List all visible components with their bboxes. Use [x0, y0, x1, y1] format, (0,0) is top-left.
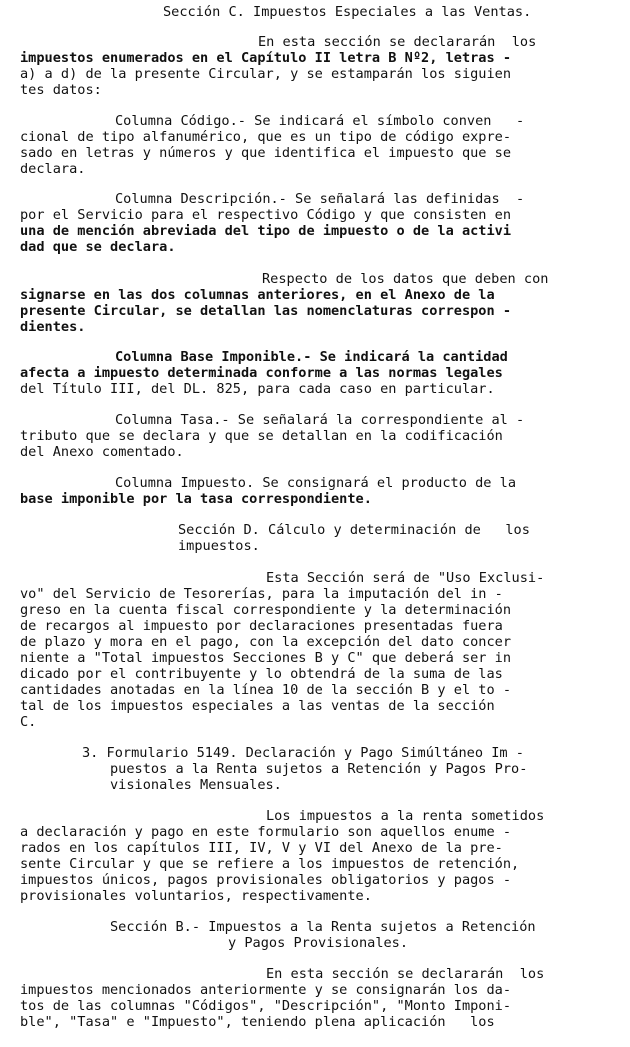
text-line: Respecto de los datos que deben con — [262, 271, 549, 287]
text-line: ble", "Tasa" e "Impuesto", teniendo plena aplicación los — [20, 1014, 495, 1030]
text-line: Columna Tasa.- Se señalará la correspondiente al - — [115, 412, 525, 428]
text-line: Columna Código.- Se indicará el símbolo conven - — [115, 113, 525, 129]
text-line: niente a "Total impuestos Secciones B y C" que deberá ser in — [20, 650, 512, 666]
text-line: Columna Base Imponible.- Se indicará la cantidad — [115, 349, 508, 365]
text-line: sado en letras y números y que identifica el impuesto que se — [20, 145, 512, 161]
text-line: Columna Descripción.- Se señalará las definidas - — [115, 191, 525, 207]
section-b-heading: Sección B.- Impuestos a la Renta sujetos a Retención — [110, 919, 536, 935]
text-line: impuestos únicos, pagos provisionales obligatorios y pagos - — [20, 872, 512, 888]
section-d-heading: Sección D. Cálculo y determinación de los — [178, 522, 530, 538]
text-line: dicado por el contribuyente y lo obtendrá de la suma de las — [20, 666, 503, 682]
section-d-heading-cont: impuestos. — [178, 538, 260, 554]
text-line: greso en la cuenta fiscal correspondiente y la determinación — [20, 602, 512, 618]
text-line: cional de tipo alfanumérico, que es un tipo de código expre- — [20, 129, 512, 145]
text-line: C. — [20, 714, 37, 730]
text-line: tributo que se declara y que se detallan en la codificación — [20, 428, 503, 444]
text-line: Los impuestos a la renta sometidos — [266, 808, 545, 824]
text-line: declara. — [20, 161, 86, 177]
text-line: tos de las columnas "Códigos", "Descripción", "Monto Imponi- — [20, 998, 512, 1014]
text-line: dientes. — [20, 319, 86, 335]
text-line: En esta sección se declararán los — [258, 34, 537, 50]
text-line: Esta Sección será de "Uso Exclusi- — [266, 570, 545, 586]
text-line: de plazo y mora en el pago, con la excepción del dato concer — [20, 634, 512, 650]
text-line: signarse en las dos columnas anteriores, en el Anexo de la — [20, 287, 495, 303]
text-line: puestos a la Renta sujetos a Retención y Pagos Pro- — [110, 761, 528, 777]
formulario-5149-heading: 3. Formulario 5149. Declaración y Pago Simúltáneo Im - — [82, 745, 524, 761]
section-b-heading-cont: y Pagos Provisionales. — [228, 935, 409, 951]
text-line: impuestos mencionados anteriormente y se consignarán los da- — [20, 982, 512, 998]
text-line: Columna Impuesto. Se consignará el producto de la — [115, 475, 517, 491]
text-line: del Título III, del DL. 825, para cada caso en particular. — [20, 381, 495, 397]
text-line: afecta a impuesto determinada conforme a las normas legales — [20, 365, 503, 381]
text-line: rados en los capítulos III, IV, V y VI del Anexo de la pre- — [20, 840, 503, 856]
text-line: tal de los impuestos especiales a las ventas de la sección — [20, 698, 495, 714]
text-line: dad que se declara. — [20, 239, 176, 255]
text-line: a declaración y pago en este formulario son aquellos enume - — [20, 824, 512, 840]
text-line: del Anexo comentado. — [20, 444, 184, 460]
text-line: vo" del Servicio de Tesorerías, para la imputación del in - — [20, 586, 503, 602]
text-line: base imponible por la tasa correspondiente. — [20, 491, 372, 507]
text-line: a) a d) de la presente Circular, y se estamparán los siguien — [20, 66, 512, 82]
text-line: En esta sección se declararán los — [266, 966, 545, 982]
text-line: visionales Mensuales. — [110, 777, 282, 793]
text-line: impuestos enumerados en el Capítulo II letra B Nº2, letras - — [20, 50, 512, 66]
text-line: una de mención abreviada del tipo de impuesto o de la activi — [20, 223, 512, 239]
text-line: sente Circular y que se refiere a los impuestos de retención, — [20, 856, 520, 872]
text-line: de recargos al impuesto por declaraciones presentadas fuera — [20, 618, 503, 634]
section-c-heading: Sección C. Impuestos Especiales a las Ventas. — [163, 4, 532, 20]
text-line: presente Circular, se detallan las nomenclaturas correspon - — [20, 303, 512, 319]
text-line: cantidades anotadas en la línea 10 de la sección B y el to - — [20, 682, 512, 698]
text-line: tes datos: — [20, 82, 102, 98]
text-line: por el Servicio para el respectivo Código y que consisten en — [20, 207, 512, 223]
text-line: provisionales voluntarios, respectivamente. — [20, 888, 372, 904]
